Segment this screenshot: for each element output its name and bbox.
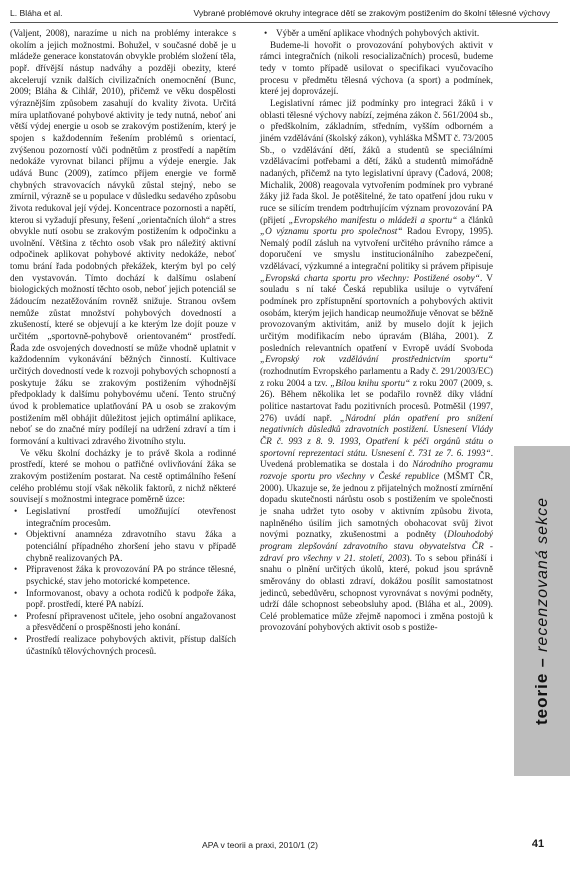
factor-list xyxy=(10,507,236,659)
list-item: • Prostředí realizace pohybových aktivit, přístup dalších účastníků tělovýchovných procesů. xyxy=(26,635,236,658)
citation-italic: „Bílou knihu sportu“ xyxy=(330,378,411,389)
list-item: • Informovanost, obavy a ochota rodičů k podpoře žáka, popř. prostředí, které PA nabízí. xyxy=(26,589,236,612)
text-run: Legislativní rámec již podmínky pro integraci žáků i v oblasti tělesné výchovy nabízí, zejména zákon č. 561/2004 sb., o předškolním, základním, středním, vyšším odborném a jiném vzdělávání (školský zákon), vyhláška MŠMT č. 73/2005 Sb., o vzdělávání dětí, žáků a studentů se speciálními vzdělávacími potřebami a dětí, žáků a studentů mimořádně nadaných, přičemž na tyto legislativní úpravy (Čadová, 2008; Michalik, 2008) reagovala vytvořením podmínek pro vybrané žáky již řada škol. Je potěšitelné, že tato opatření jdou ruku v ruce se silícím trendem podtrhujícím význam provozování PA (přijetí xyxy=(260,98,493,226)
running-footer: APA v teorii a praxi, 2010/1 (2) xyxy=(202,840,318,850)
citation-italic: „Evropský rok vzdělávání prostřednictvím sportu“ xyxy=(260,355,493,366)
left-column xyxy=(10,29,236,658)
text-run: z roku 2007 (2009, s. 26). Během několika let se podařilo rovněž díky vládní politice nastartovat řadu pozitivních procesů. Potměšil (1997, 276) uvádí např. xyxy=(260,378,493,424)
section-label-sub: recenzovaná sekce xyxy=(534,497,551,652)
text-run: ). To s sebou přináší i snahu o plnění určitých úkolů, které, pokud jsou správně směrovány do oblasti zdraví, dokážou posílit samostatnost jedinců, sebedůvěru, schopnost vyrovnávat s novými podněty, udrží dále schopnost sebeobsluhy apod. (Bláha et al., 2009). Celé problematice může zřejmě napomoci i změna postojů k provozování pohybových aktivit osob s postiže- xyxy=(260,553,494,634)
text-run: . Uvedená problematika se dostala i do xyxy=(260,448,493,471)
list-item: • Legislativní prostředí umožňující otevřenost integračním procesům. xyxy=(26,507,236,530)
paragraph-legislation xyxy=(260,99,493,635)
page-number: 41 xyxy=(531,838,545,850)
list-item: • Připravenost žáka k provozování PA po stránce tělesné, psychické, stav jeho motorické kompetence. xyxy=(26,565,236,588)
text-run: (MŠMT ČR, 2000). Ukazuje se, že jednou z přijatelných možností zmírnění dopadu skutečnosti nárůstu osob s postižením ve společnosti je snaha udržet tyto osoby v aktivním způsobu života, naplněného úsilím jich samotných obohacovat svůj život novými poznatky, zkušenostmi a podněty ( xyxy=(260,471,494,541)
factor-list-continued xyxy=(260,29,493,41)
right-column xyxy=(260,29,493,635)
text-run: (rozhodnutím Evropského parlamentu a Rady č. 291/2003/EC) z roku 2004 a tzv. xyxy=(260,367,493,389)
text-run: . V souladu s ní také Česká republika usiluje o vytváření podmínek pro zpřístupnění sportovních a pohybových aktivit osobám, kterým jejich handicap neumožňuje věnovat se běžně provozovaným aktivitám, aniž by muselo dojít k jejich určitým modifikacím nebo úpravám (Bláha, 2001). Z posledních relevantních opatření v Evropě uvádí Svoboda xyxy=(260,273,493,354)
section-sidebar xyxy=(514,446,570,776)
running-header xyxy=(10,4,558,23)
citation-italic: Dlouhodobý program zlepšování zdravotního stavu obyvatelstva ČR - zdraví pro všechny v 21. století, 2003 xyxy=(260,530,493,564)
citation-italic: „Národní plán opatření pro snížení negativních důsledků zdravotních postižení. Usnesení Vlády ČR č. 993 z 8. 9. 1993, Opatření k péči orgánů státu o sportovní reprezentaci státu. Usnesení č. 731 ze 7. 6. 1993“ xyxy=(260,413,493,459)
list-item: • Profesní připravenost učitele, jeho osobní angažovanost a přesvědčení o prospěšnosti jeho konání. xyxy=(26,612,236,635)
citation-italic: „O významu sportu pro společnost“ xyxy=(260,227,403,238)
section-label-main: teorie xyxy=(532,672,551,725)
citation-italic: Národního programu rozvoje sportu pro všechny v České republice xyxy=(260,460,493,482)
header-title: Vybrané problémové okruhy integrace dětí se zrakovým postižením do školní tělesné výchovy xyxy=(193,8,550,18)
citation-italic: „Evropská charta sportu pro všechny: Postižené osoby“ xyxy=(260,273,480,284)
paragraph: (Valjent, 2008), narazíme u nich na problémy interakce s okolím a jejich možnostmi. Bohužel, v současné době je u mládeže generace konstatován obvykle problém složení těla, popř. dřívější nástup nadváhy a později obezity, které akcelerují vznik dalších civilizačních onemocnění (Bunc, 2009; Bláha & Cihlář, 2010), přičemž ve věku dospělosti výraznějším způsobem zasahují do kvality života. Určitá míra uplatňované pohybové aktivity je tedy nutná, neboť ani větší výdej energie u osob se zrakovým postižením, který je spojen s každodenním řešením problémů s orientací, zvýšenou pozorností vůči podnětům z prostředí a napětím nedokáže vyrovnat bilanci příjmu a výdeje energie. Jak udává Bunc (2009), zatímco příjem energie ve formě chybných stravovacích návyků zůstal stejný, nebo se zmírnil, výrazně se u populace v důsledku sedavého způsobu života redukoval její výdej. Koncentrace pozornosti a napětí, kterou si vyžadují přesuny, řešení „orientačních úloh“ a stres obvykle nutí osobu se zrakovým postižením k odpočinku a uvolnění. Většina z těchto osob však pro náležitý aktivní odpočinek aplikovat pohybové aktivity nedokáže, neboť tomu brání řada podobných překážek, kterým byl po celý den vystavován. Tímto dochází k dalšímu oslabení biologických možností těchto osob, neboť jejich potenciál se žádoucím nezatěžováním rovněž snižuje. Stranou ovšem nemůže zůstat množství pohybových dovedností a zkušeností, které se objevují a ke kterým lze dojít pouze v určitém „sportovně-pohybově orientovaném“ prostředí. Řada zde osvojených dovedností se může vhodně uplatnit v každodenním vykonávání běžných činností. Kultivace určitých dovedností vede k rozvoji pohybových schopností a poskytuje žáku se zrakovým postižením výhodnější předpoklady k dalšímu pohybovému učení. Tento stručný úvod k problematice uplatňování PA u osob se zrakovým postižením měl obhájit důležitost jejich optimální aplikace, neboť se do značné míry podílejí na udržení zdraví a tím i formování a kultivaci zdravého životního stylu. xyxy=(10,29,236,447)
paragraph: Budeme-li hovořit o provozování pohybových aktivit v rámci integračních (nikoli resocializačních) procesů, budeme tedy v tomto případě usilovat o specifikaci vyučovacího procesu v předmětu tělesná výchova (a sport) a podmínek, které jej doprovázejí. xyxy=(260,40,493,98)
text-run: Radou Evropy, 1995). Nemalý podíl zásluh na vytvoření určitého právního rámce a doporučení ve smyslu institucionálního zabezpečení, vzdělávací, výzkumné a integrační politiky si právem připisuje xyxy=(260,227,493,273)
text-run: a článků xyxy=(457,215,493,226)
section-label-dash: – xyxy=(534,651,551,673)
paragraph: Ve věku školní docházky je to právě škola a rodinné prostředí, které se mohou o patřičné ovlivňování žáka se zrakovým postižením postarat. Na cestě optimálního řešení celého problému stojí však několik faktorů, z nichž některé souvisejí s možnostmi integrace poměrně úzce: xyxy=(10,448,236,506)
list-item: • Objektivní anamnéza zdravotního stavu žáka a potenciální případného zhoršení jeho stavu v případě chybně realizovaných PA. xyxy=(26,530,236,565)
section-label xyxy=(514,446,570,776)
list-item: • Výběr a umění aplikace vhodných pohybových aktivit. xyxy=(276,29,493,41)
header-authors: L. Bláha et al. xyxy=(10,8,63,18)
citation-italic: „Evropského manifestu o mládeži a sportu“ xyxy=(288,215,458,226)
